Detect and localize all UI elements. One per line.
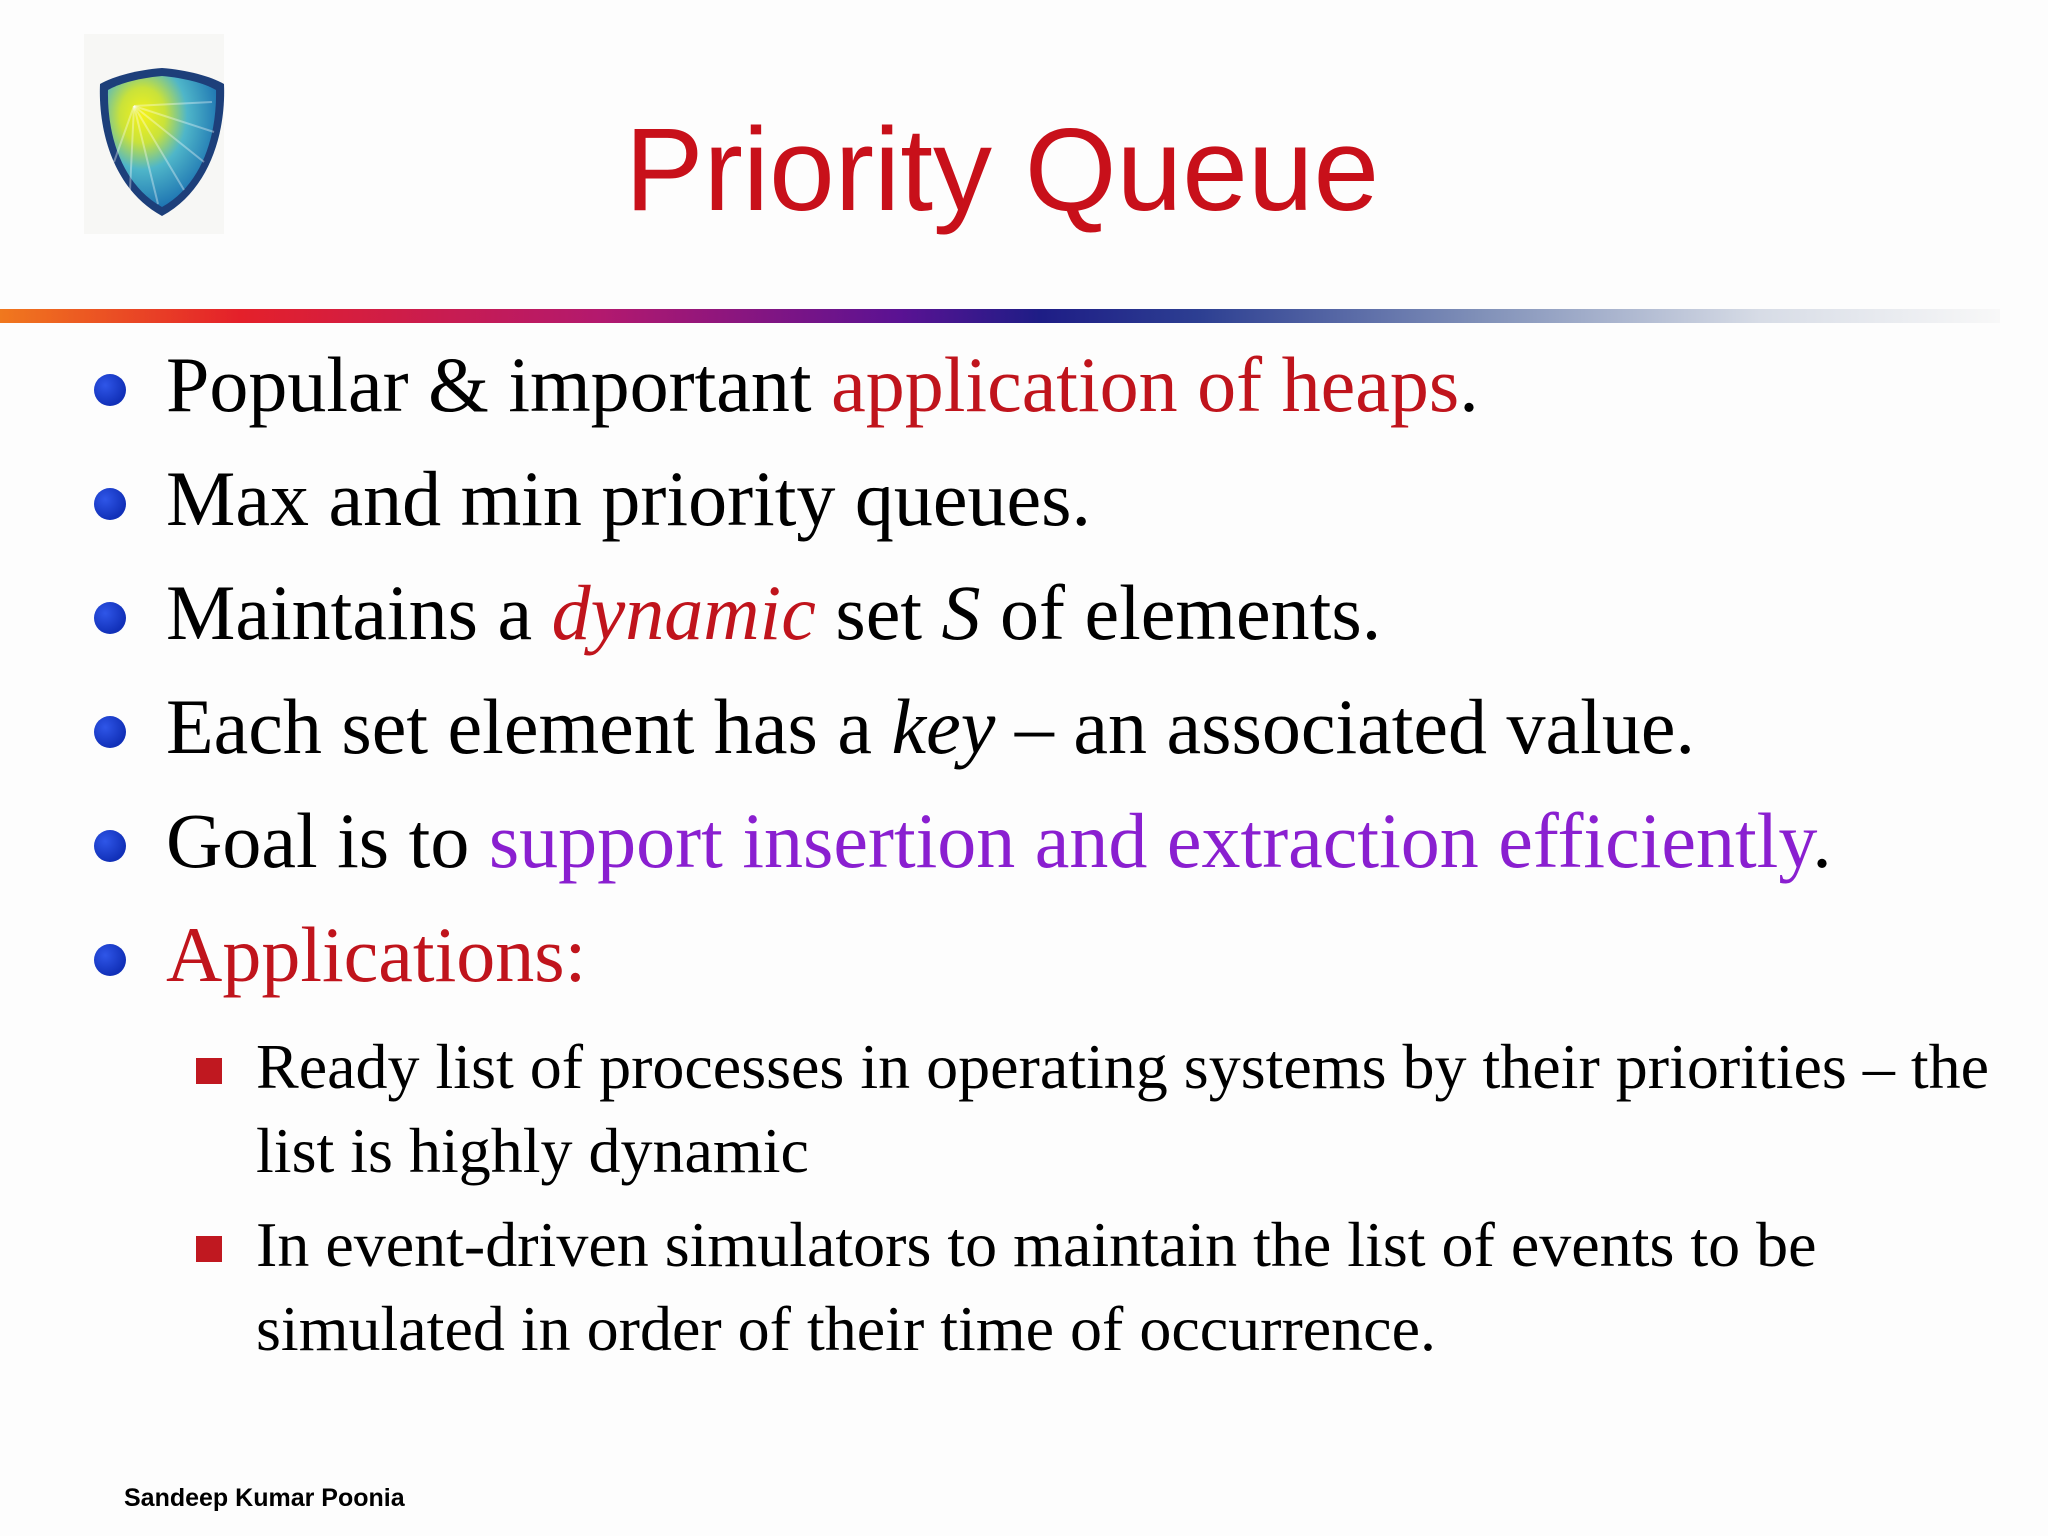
key-term: key — [891, 683, 996, 770]
red-square-bullet-icon — [196, 1058, 222, 1084]
blue-dot-bullet-icon — [94, 374, 126, 406]
red-square-bullet-icon — [196, 1236, 222, 1262]
bullet-1: Popular & important application of heaps. — [166, 341, 1479, 428]
bullet-2: Max and min priority queues. — [166, 455, 1091, 542]
set-symbol: S — [941, 569, 981, 656]
bullet-5: Goal is to support insertion and extraction efficiently. — [166, 797, 1832, 884]
bullet-4: Each set element has a key – an associated value. — [166, 683, 1695, 770]
bullet-6-applications: Applications: — [166, 911, 587, 998]
blue-dot-bullet-icon — [94, 602, 126, 634]
title-divider — [0, 309, 2000, 323]
bullet-3: Maintains a dynamic set S of elements. — [166, 569, 1382, 656]
slide-title-text: Priority Queue — [624, 104, 1380, 236]
blue-dot-bullet-icon — [94, 488, 126, 520]
highlight-dynamic: dynamic — [551, 569, 816, 656]
blue-dot-bullet-icon — [94, 830, 126, 862]
sub-bullet-1: Ready list of processes in operating systems by their priorities – the list is highly dynamic — [256, 1031, 1989, 1186]
blue-dot-bullet-icon — [94, 716, 126, 748]
footer-author: Sandeep Kumar Poonia — [124, 1484, 405, 1512]
slide-title — [0, 100, 2048, 240]
blue-dot-bullet-icon — [94, 944, 126, 976]
sub-bullet-2: In event-driven simulators to maintain the list of events to be simulated in order of their time of occurrence. — [256, 1209, 1817, 1364]
highlight-application-of-heaps: application of heaps — [831, 341, 1460, 428]
highlight-support-insertion: support insertion and extraction efficiently — [488, 797, 1813, 884]
